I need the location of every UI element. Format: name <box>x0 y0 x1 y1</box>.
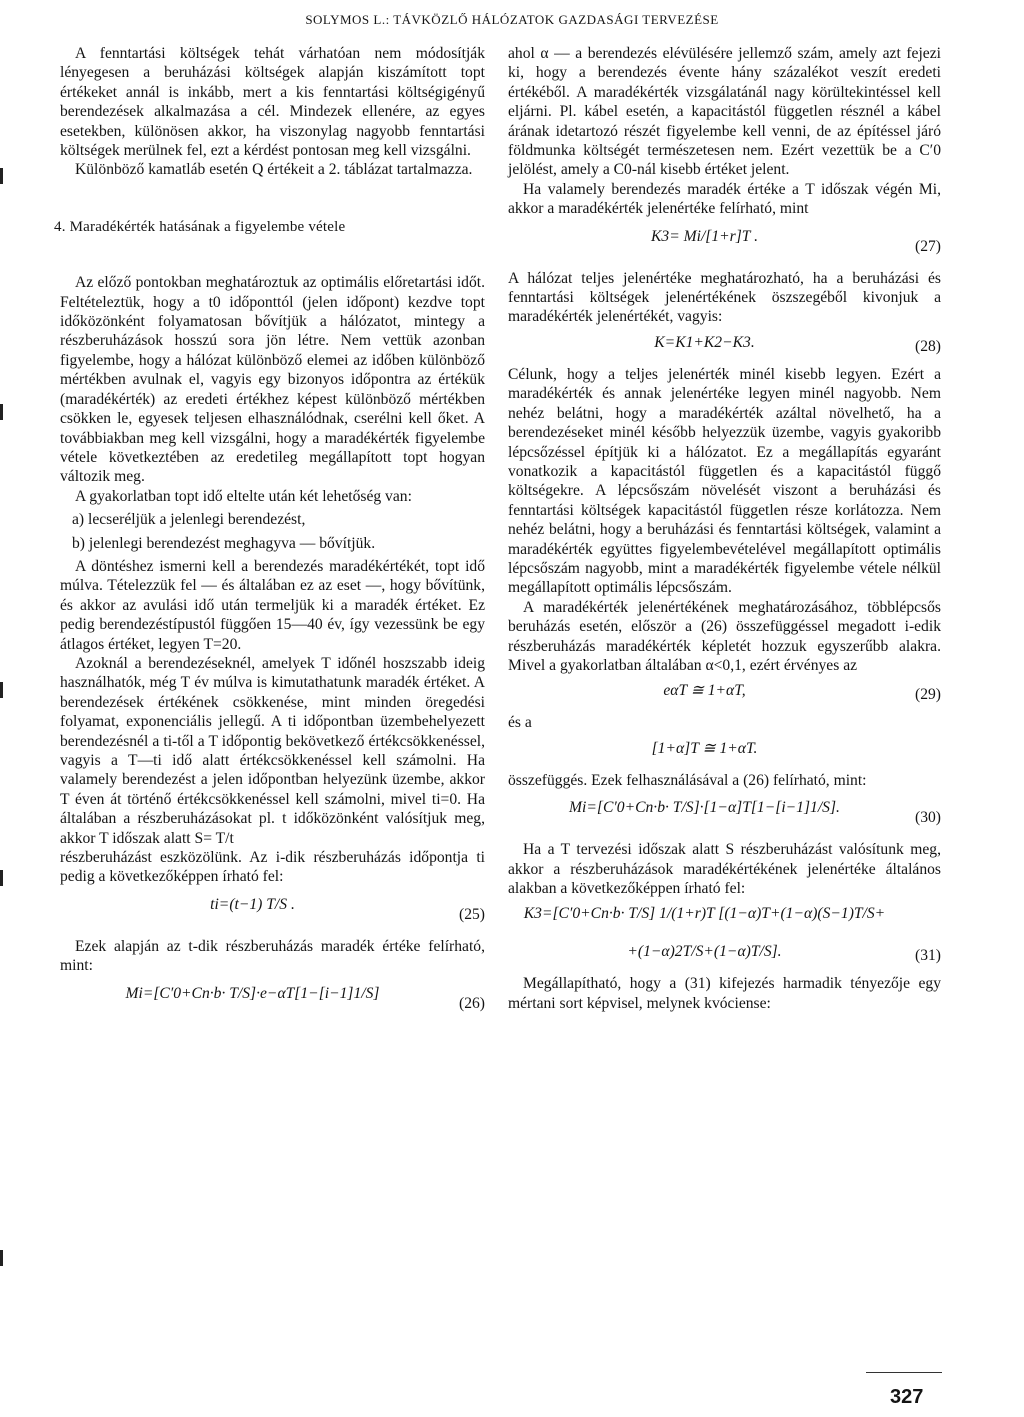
equation-29: eαT ≅ 1+αT, (29) <box>663 682 941 704</box>
list-item: a) lecseréljük a jelenlegi berendezést, <box>72 511 306 529</box>
paragraph: A döntéshez ismerni kell a berendezés maradékértékét, topt idő múlva. Tételezzük fel — és általában ez az eset —, hogy bővítünk, és akkor az avulási idő után termeljük ki a maradék értéket. Ez pedig berendezéstípustól függően 15—40 év, így vezessünk be egy átlagos értéket, legyen T=20. <box>60 557 485 653</box>
paragraph: Ezek alapján az t-dik részberuházás maradék értéke felírható, mint: <box>60 937 485 975</box>
running-header: SOLYMOS L.: TÁVKÖZLŐ HÁLÓZATOK GAZDASÁGI TERVEZÉSE <box>305 12 719 27</box>
equation-30: Mi=[C′0+Cn·b· T/S]·[1−α]T[1−[i−1]1/S]. (30) <box>569 799 941 827</box>
equation-31-line2: +(1−α)2T/S+(1−α)T/S]. (31) <box>627 943 941 965</box>
paragraph: Megállapítható, hogy a (31) kifejezés harmadik tényezője egy mértani sort képvisel, melynek kvóciense: <box>508 975 941 1012</box>
list-item: b) jelenlegi berendezést meghagyva — bővítjük. <box>72 534 376 552</box>
paragraph: A maradékérték jelenértékének meghatározásához, többlépcsős beruházás esetén, először a (26) összefüggéssel megadott i-edik részberuházás maradékérték képletét hozzuk egyszerűbb alakra. Mivel a gyakorlatban általában α<0,1, ezért érvényes az <box>508 598 941 674</box>
equation-28: K=K1+K2−K3. (28) <box>654 333 941 355</box>
margin-mark <box>0 870 3 886</box>
paragraph: Különböző kamatláb esetén Q értékeit a 2. táblázat tartalmazza. <box>75 161 473 179</box>
page-number: 327 <box>890 1386 924 1408</box>
equation-27: K3= Mi/[1+r]T . (27) <box>651 227 941 255</box>
paragraph: összefüggés. Ezek felhasználásával a (26) felírható, mint: <box>508 771 867 789</box>
equation-29b: [1+α]T ≅ 1+αT. <box>651 739 758 757</box>
paragraph: Azoknál a berendezéseknél, amelyek T időnél hoszszabb ideig használhatók, még T év múlva is kimutathatunk maradék értéket. A berendezések értékének csökkenése, mint minden öregedési folyamat, exponenciális jellegű. A ti időpontban üzembehelyezett berendezésnél a ti-től a T időpontig bekövetkező értékcsökkenéssel, vagyis a T—ti idő alatt értékcsökkenéssel kell számolni. Ha valamely berendezést a jelen időpontban helyezünk üzembe, akkor T éven át történő értékcsökkenéssel kell számolni, mivel ti=0. Ha általában a részberuházásokat pl. t időközönként valósítjuk meg, akkor T időszak alatt S= T/t <box>60 654 485 847</box>
paragraph: és a <box>508 714 532 732</box>
margin-mark <box>0 1250 3 1266</box>
equation-31-line1: K3=[C′0+Cn·b· T/S] 1/(1+r)T [(1−α)T+(1−α)(S−1)T/S+ <box>523 905 886 923</box>
paragraph: Célunk, hogy a teljes jelenérték minél kisebb legyen. Ezért a maradékérték és annak jelenértéke legyen minél nagyobb. Nem nehéz belátni, hogy a maradékérték azáltal növelhető, ha a berendezéseket minél később helyezzük üzembe, vagyis gyakoribb lépcsőzéssel építjük ki a hálózatot. Ez a megállapítás egyaránt vonatkozik a kapacitástól független és a kapacitástól függő költségekre. A lépcsőszám növelését viszont a beruházási és fenntartási költségek kapacitástól független része korlátozza. Nem nehéz belátni, hogy a beruházási és fenntartási költségek, valamint a maradékérték együttes figyelembevételével megállapított optimális lépcsőszám nagyobb, mint a maradékérték figyelembe vétele nélkül megállapított optimális lépcsőszám. <box>508 365 941 597</box>
right-column <box>508 44 941 1013</box>
footer-rule <box>866 1372 942 1373</box>
paragraph: A gyakorlatban topt idő eltelte után két lehetőség van: <box>75 487 412 505</box>
paragraph: Ha a T tervezési időszak alatt S részberuházást valósítunk meg, akkor a részberuházások maradékértékének jelenértéke általános alakban a következőképpen írható fel: <box>508 841 941 897</box>
left-column <box>54 44 485 1026</box>
margin-mark <box>0 682 3 698</box>
paragraph: részberuházást eszközölünk. Az i-dik részberuházás időpontja ti pedig a következőképpen írható fel: <box>60 849 485 886</box>
paragraph: Az előző pontokban meghatároztuk az optimális előretartási időt. Feltételeztük, hogy a t0 időponttól (jelen időpont) kezdve topt időközönként folyamatosan bővítjük a hálózatot, mintegy a részberuházások hosszú sora jön létre. Nem vettük azonban figyelembe, hogy a hálózat különböző elemei az időben különböző mértékben avulnak el, vagyis egy bizonyos időpontra az értékük (maradékérték) az eredeti értékhez képest különböző mértékben csökken le, egyesek teljesen elhasználódnak, cserélni kell őket. A továbbiakban meg kell vizsgálni, hogy a maradékérték figyelembe vétele következtében az eredetileg megállapított topt hogyan változik meg. <box>60 274 485 486</box>
margin-mark <box>0 404 3 420</box>
paragraph: ahol α — a berendezés elévülésére jellemző szám, amely azt fejezi ki, hogy a berendezés évente hány százalékot veszít eredeti értékéből. A maradékérték vizsgálatánál nagy körültekintéssel kell eljárni. Pl. kábel esetén, a kapacitástól független résznél a kábel árának idetartozó részét figyelembe kell venni, de az építéssel járó földmunka költségét természetesen nem. Ezért vezettük be a C′0 jelölést, amely a C0-nál kisebb értéket jelent. <box>508 45 941 179</box>
section-heading: 4. Maradékérték hatásának a figyelembe vétele <box>54 218 346 235</box>
paragraph: A hálózat teljes jelenértéke meghatározható, ha a beruházási és fenntartási költségek jelenértékének öszszegéből kivonjuk a maradékérték jelenértékét, vagyis: <box>508 269 941 326</box>
paragraph: A fenntartási költségek tehát várhatóan nem módosítják lényegesen a beruházási költségek alapján kiszámított topt értékeket annál is inkább, mert a kis fenntartási költségigényű berendezések alkalmazása a cél. Mindezek ellenére, az egyes esetekben, különösen akkor, ha viszonylag nagyobb fenntartási költségek merülnek fel, ezt a kérdést pontosan meg kell vizsgálni. <box>60 45 485 160</box>
equation-26: Mi=[C′0+Cn·b· T/S]·e−αT[1−[i−1]1/S] (26) <box>125 984 485 1012</box>
equation-25: ti=(t−1) T/S . (25) <box>210 895 485 923</box>
margin-mark <box>0 168 3 184</box>
paragraph: Ha valamely berendezés maradék értéke a T időszak végén Mi, akkor a maradékérték jelenértéke felírható, mint <box>508 180 941 218</box>
